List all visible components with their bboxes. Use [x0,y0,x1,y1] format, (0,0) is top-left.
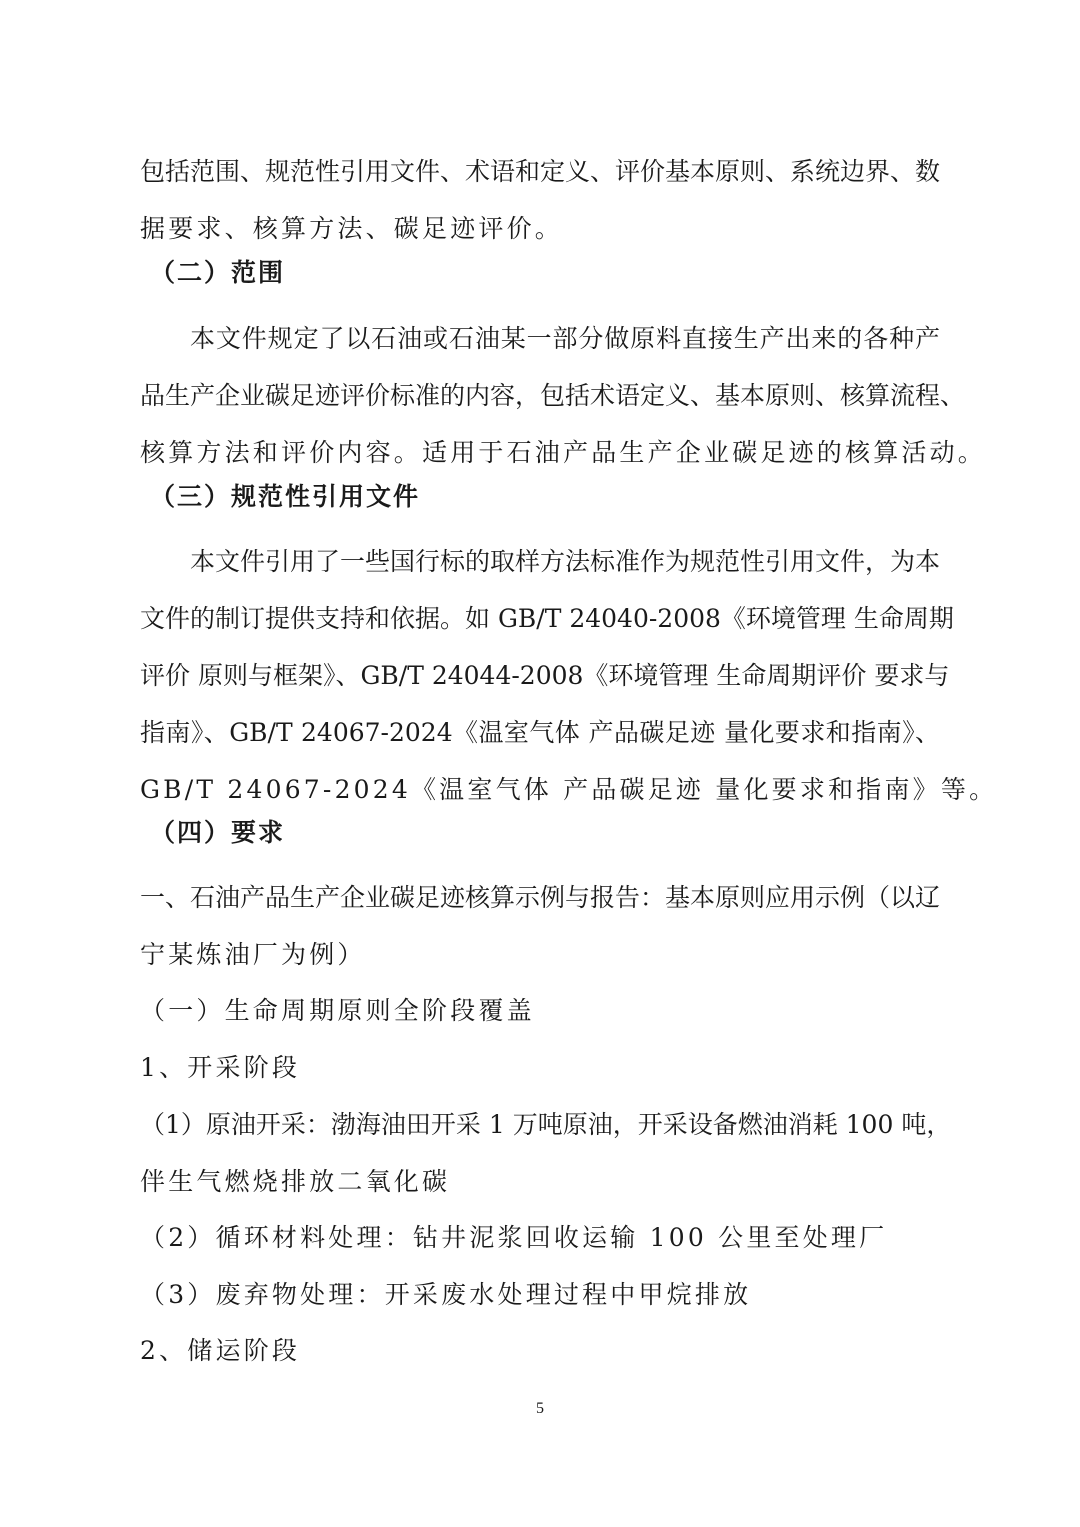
section-heading-requirements: （四）要求 [150,818,286,847]
paragraph-line: （1）原油开采：渤海油田开采 1 万吨原油，开采设备燃油消耗 100 吨， [140,1110,952,1139]
paragraph-line: 指南》、GB/T 24067-2024《温室气体 产品碳足迹 量化要求和指南》、 [140,718,940,747]
paragraph-line: 2、储运阶段 [140,1336,301,1365]
paragraph-line: 1、开采阶段 [140,1053,301,1082]
paragraph-line: 核算方法和评价内容。适用于石油产品生产企业碳足迹的核算活动。 [140,438,987,467]
paragraph-line: 品生产企业碳足迹评价标准的内容，包括术语定义、基本原则、核算流程、 [140,381,966,410]
paragraph-line: 本文件引用了一些国行标的取样方法标准作为规范性引用文件，为本 [190,547,941,576]
paragraph-line: 伴生气燃烧排放二氧化碳 [140,1167,451,1196]
section-heading-references: （三）规范性引用文件 [150,482,421,511]
paragraph-line: 据要求、核算方法、碳足迹评价。 [140,214,564,243]
paragraph-line: （2）循环材料处理：钻井泥浆回收运输 100 公里至处理厂 [140,1223,888,1252]
paragraph-line: 宁某炼油厂为例） [140,940,366,969]
paragraph-line: 评价 原则与框架》、GB/T 24044-2008《环境管理 生命周期评价 要求与 [140,661,950,690]
section-heading-scope: （二）范围 [150,258,286,287]
page-number: 5 [536,1400,544,1417]
paragraph-line: 本文件规定了以石油或石油某一部分做原料直接生产出来的各种产 [190,324,940,353]
paragraph-line: 文件的制订提供支持和依据。如 GB/T 24040-2008《环境管理 生命周期 [140,604,954,633]
paragraph-line: （一）生命周期原则全阶段覆盖 [140,996,535,1025]
paragraph-line: 一、石油产品生产企业碳足迹核算示例与报告：基本原则应用示例（以辽 [140,883,941,912]
paragraph-line: 包括范围、规范性引用文件、术语和定义、评价基本原则、系统边界、数 [140,157,941,186]
paragraph-line: （3）废弃物处理：开采废水处理过程中甲烷排放 [140,1280,752,1309]
paragraph-line: GB/T 24067-2024《温室气体 产品碳足迹 量化要求和指南》等。 [140,775,998,804]
